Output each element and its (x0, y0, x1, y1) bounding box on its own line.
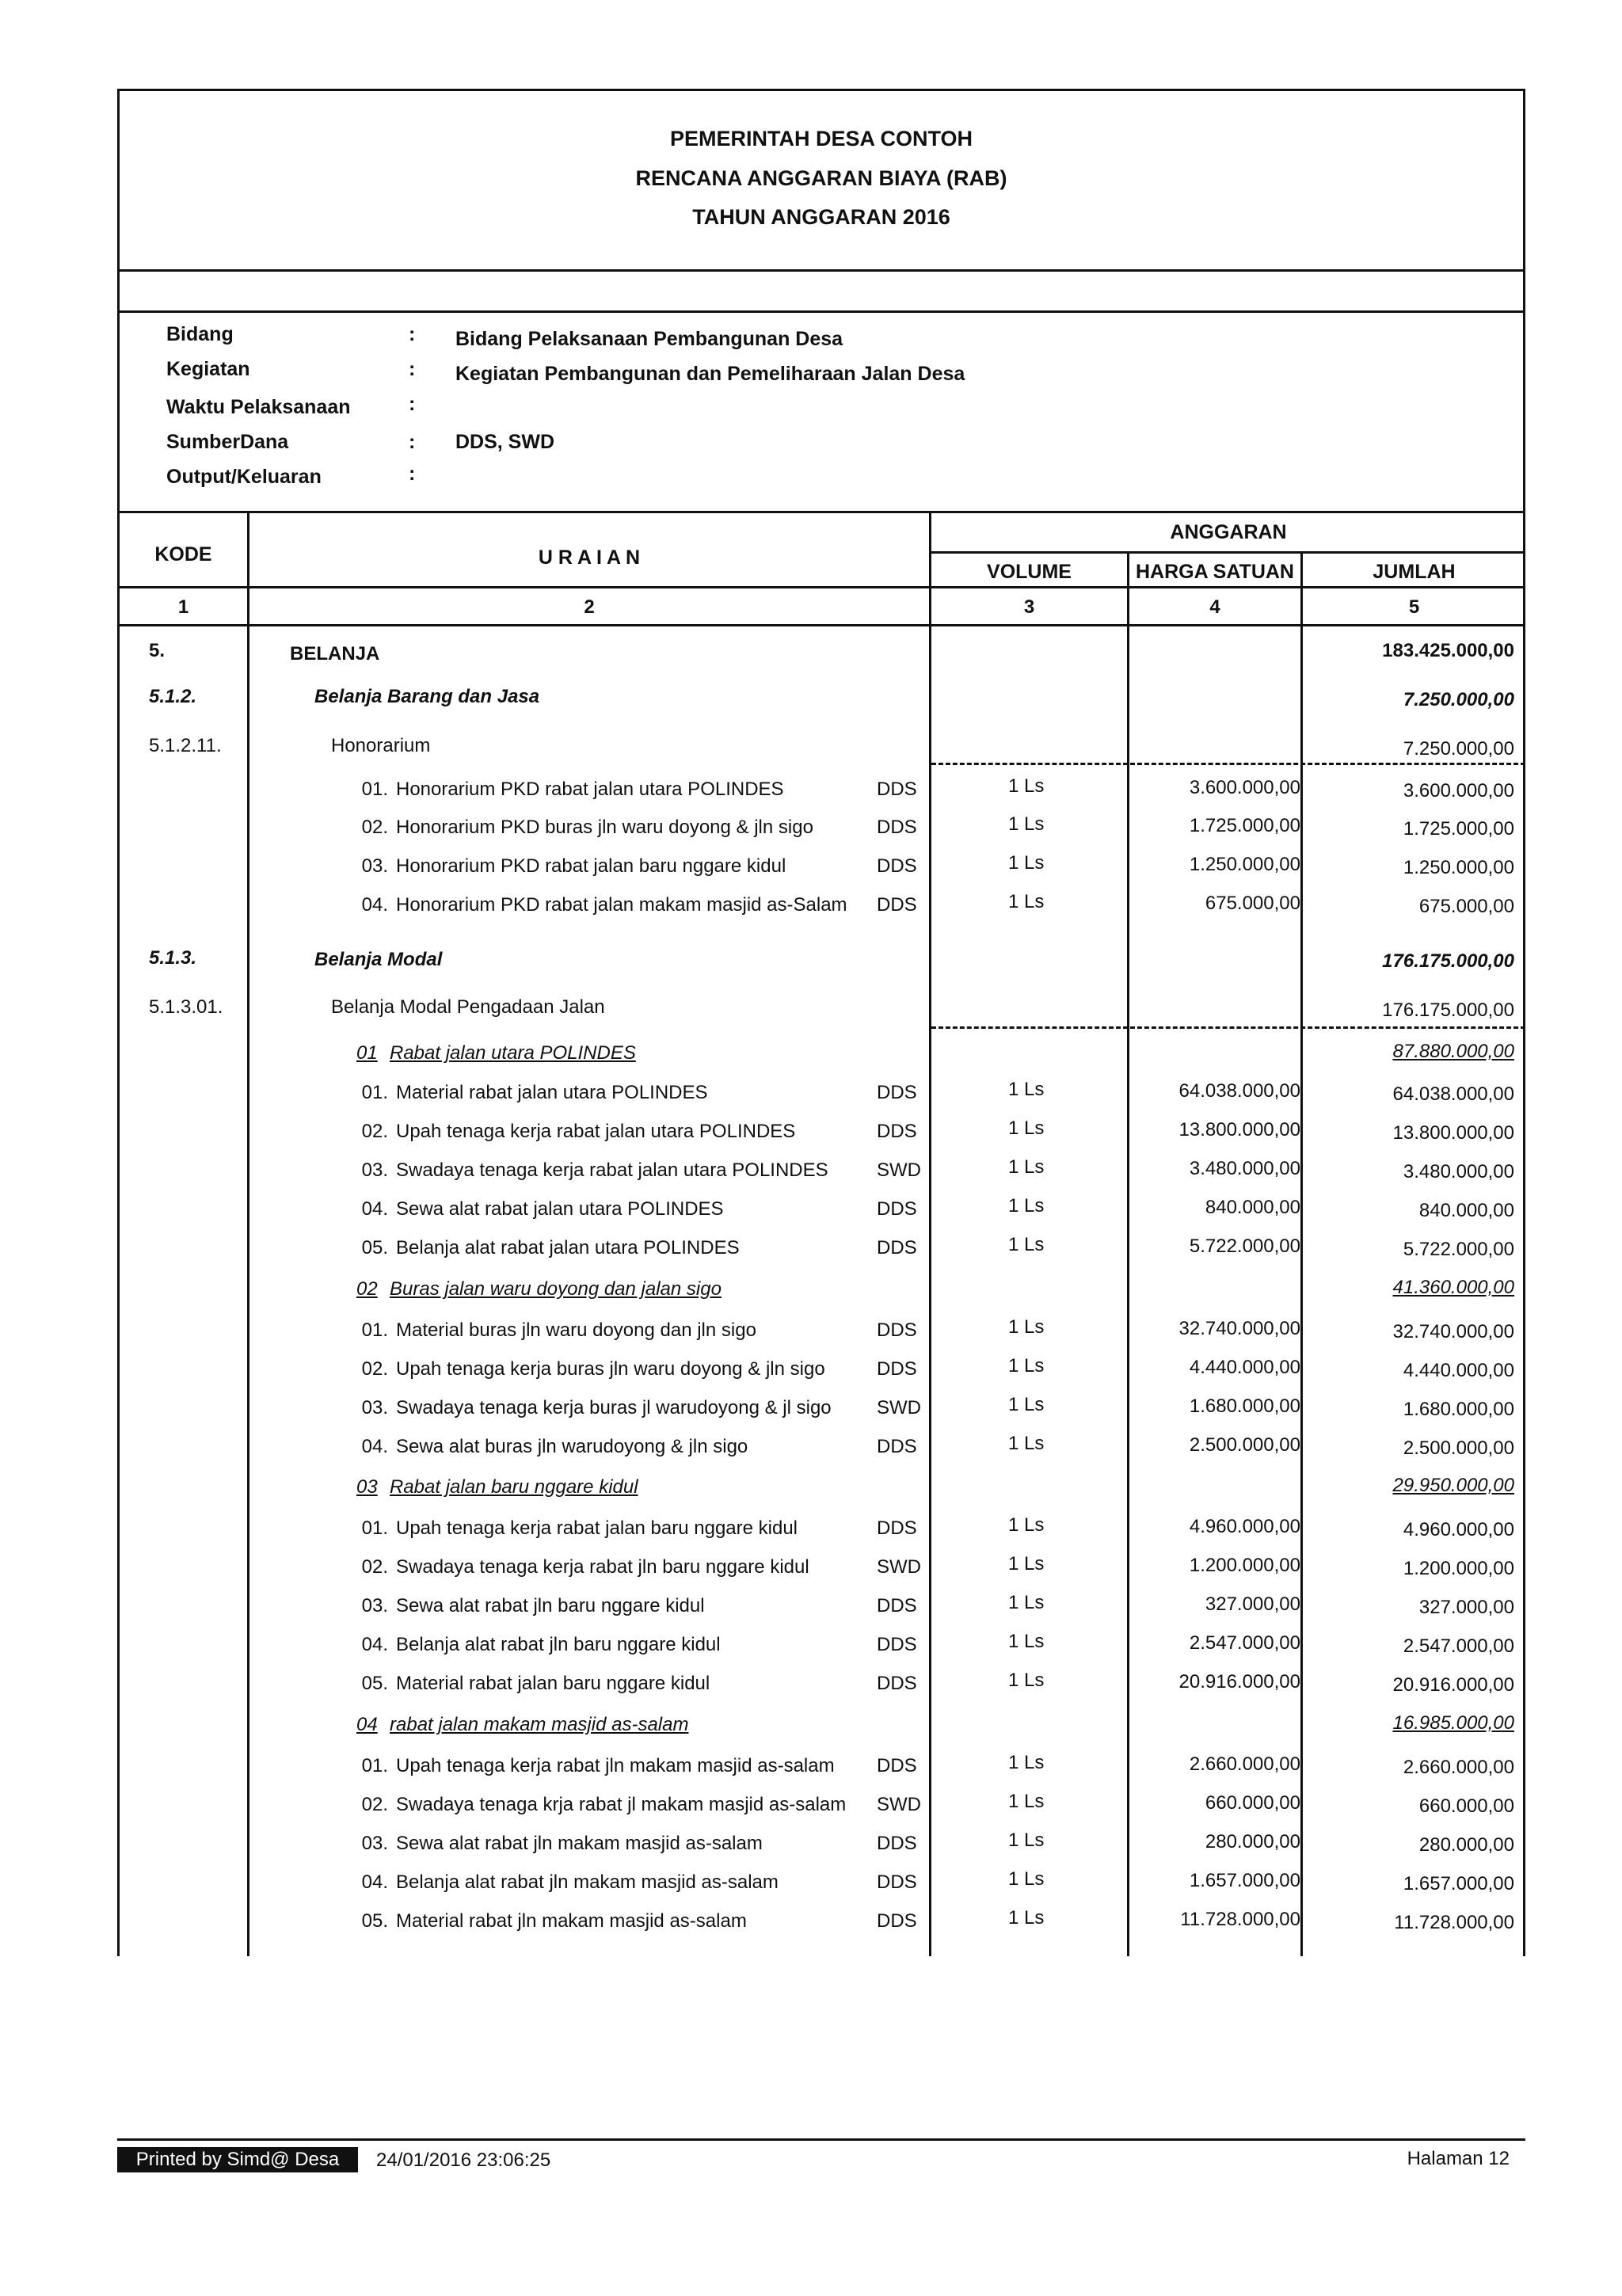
col-number-1: 1 (177, 596, 189, 618)
col-header-uraian: U R A I A N (538, 546, 641, 569)
info-value-kegiatan: Kegiatan Pembangunan dan Pemeliharaan Jalan Desa (455, 363, 965, 385)
kode-barang-jasa: 5.1.2. (149, 686, 197, 707)
jumlah-belanja: 183.425.000,00 (1382, 640, 1514, 661)
rule-uraian-col (929, 511, 931, 1956)
info-label-bidang: Bidang (166, 323, 234, 345)
info-colon-sumberdana: : (409, 431, 416, 453)
rule-colhead-bottom (117, 586, 1525, 588)
title-rab: RENCANA ANGGARAN BIAYA (RAB) (635, 166, 1007, 190)
info-value-sumberdana: DDS, SWD (455, 431, 554, 453)
col-header-anggaran: ANGGARAN (1170, 521, 1287, 543)
page-number: Halaman 12 (1407, 2148, 1510, 2169)
jumlah-barang-jasa: 7.250.000,00 (1403, 689, 1514, 710)
label-pengadaan-jalan: Belanja Modal Pengadaan Jalan (331, 996, 605, 1018)
kode-pengadaan-jalan: 5.1.3.01. (149, 996, 223, 1018)
kode-belanja: 5. (149, 640, 166, 661)
col-header-kode: KODE (154, 543, 212, 565)
info-label-waktu: Waktu Pelaksanaan (166, 396, 351, 418)
col-number-3: 3 (1023, 596, 1035, 618)
rule-info-top (117, 310, 1525, 313)
info-colon-bidang: : (409, 323, 416, 345)
label-barang-jasa: Belanja Barang dan Jasa (314, 686, 540, 707)
print-datetime: 24/01/2016 23:06:25 (376, 2149, 551, 2171)
info-label-output: Output/Keluaran (166, 466, 322, 488)
info-colon-output: : (409, 463, 416, 485)
col-header-harga-satuan: HARGA SATUAN (1136, 561, 1294, 583)
label-belanja: BELANJA (290, 643, 380, 664)
col-number-5: 5 (1408, 596, 1420, 618)
footer-rule (117, 2138, 1525, 2141)
title-year: TAHUN ANGGARAN 2016 (692, 205, 950, 229)
kode-honorarium: 5.1.2.11. (149, 735, 222, 756)
rule-colnum-bottom (117, 624, 1525, 626)
jumlah-modal: 176.175.000,00 (1382, 950, 1514, 972)
pengadaan-subtotal-rule (931, 1026, 1525, 1029)
info-value-bidang: Bidang Pelaksanaan Pembangunan Desa (455, 328, 843, 350)
jumlah-honorarium: 7.250.000,00 (1403, 738, 1514, 760)
col-number-2: 2 (584, 596, 595, 618)
col-header-jumlah: JUMLAH (1373, 561, 1456, 583)
label-honorarium: Honorarium (331, 735, 431, 756)
info-colon-waktu: : (409, 393, 416, 415)
label-modal: Belanja Modal (314, 949, 443, 970)
info-colon-kegiatan: : (409, 358, 416, 380)
col-number-4: 4 (1209, 596, 1220, 618)
printed-by-badge: Printed by Simd@ Desa (117, 2147, 358, 2172)
rule-table-top (117, 511, 1525, 513)
jumlah-pengadaan-jalan: 176.175.000,00 (1382, 1000, 1514, 1021)
rule-kode-col (247, 511, 249, 1956)
info-label-kegiatan: Kegiatan (166, 358, 250, 380)
title-government: PEMERINTAH DESA CONTOH (669, 127, 973, 150)
rule-header-bottom (117, 269, 1525, 272)
honorarium-subtotal-rule (931, 763, 1525, 765)
col-header-volume: VOLUME (987, 561, 1072, 583)
info-label-sumberdana: SumberDana (166, 431, 289, 453)
rule-anggaran-bottom (929, 551, 1525, 554)
kode-modal: 5.1.3. (149, 947, 197, 969)
